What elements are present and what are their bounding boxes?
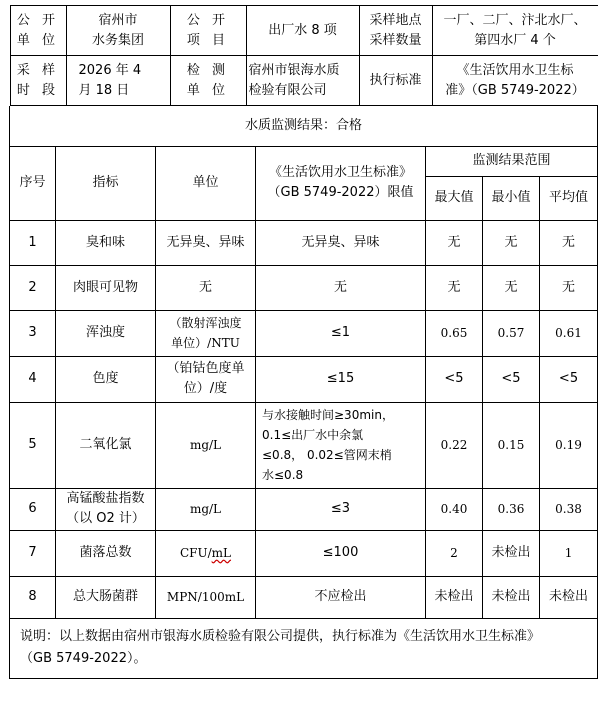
table-row: [10, 530, 598, 576]
row-min: 无: [483, 265, 540, 310]
standard-label: 执行标准: [359, 56, 432, 106]
col-header-avg: 平均值: [540, 176, 598, 220]
row-max: 0.65: [426, 310, 483, 356]
row-unit: （散射浑浊度 单位）/NTU: [156, 310, 256, 356]
row-avg: 无: [540, 265, 598, 310]
row-avg: 未检出: [540, 576, 598, 618]
col-header-no: 序号: [10, 146, 56, 220]
row-min: 未检出: [483, 530, 540, 576]
row-no: 8: [10, 576, 56, 618]
testing-org-label: 检 测 单 位: [170, 56, 246, 106]
public-unit-value: 宿州市 水务集团: [66, 6, 170, 56]
row-unit: MPN/100mL: [156, 576, 256, 618]
table-row: [10, 220, 598, 265]
row-indicator: 色度: [56, 356, 156, 402]
row-unit: [156, 530, 256, 576]
row-avg: 1: [540, 530, 598, 576]
row-unit: mg/L: [156, 488, 256, 530]
col-header-min: 最小值: [483, 176, 540, 220]
row-indicator: 二氧化氯: [56, 402, 156, 488]
result-line: 水质监测结果：合格: [10, 106, 598, 146]
row-unit: （铂钴色度单 位）/度: [156, 356, 256, 402]
row-avg: <5: [540, 356, 598, 402]
row-max: 2: [426, 530, 483, 576]
public-project-value: 出厂水 8 项: [246, 6, 359, 56]
sampling-time-label: 采 样 时 段: [10, 56, 66, 106]
table-row: [10, 576, 598, 618]
public-unit-label: 公 开 单 位: [10, 6, 66, 56]
row-min: 0.57: [483, 310, 540, 356]
row-max: 0.40: [426, 488, 483, 530]
row-indicator: 臭和味: [56, 220, 156, 265]
row-unit: mg/L: [156, 402, 256, 488]
row-avg: 无: [540, 220, 598, 265]
row-no: 7: [10, 530, 56, 576]
row-avg: 0.61: [540, 310, 598, 356]
row-limit: 与水接触时间≥30min， 0.1≤出厂水中余氯 ≤0.8， 0.02≤管网末梢 水≤0.8: [256, 402, 426, 488]
table-row: [10, 488, 598, 530]
header-table-1: [10, 5, 598, 106]
row-limit: 不应检出: [256, 576, 426, 618]
row-no: 3: [10, 310, 56, 356]
row-limit: ≤3: [256, 488, 426, 530]
row-indicator: 菌落总数: [56, 530, 156, 576]
note-row: [10, 618, 598, 678]
row-limit: 无: [256, 265, 426, 310]
sampling-time-value: 2026 年 4 月 18 日: [66, 56, 170, 106]
public-project-label: 公 开 项 目: [170, 6, 246, 56]
col-header-max: 最大值: [426, 176, 483, 220]
table-row: [10, 310, 598, 356]
row-no: 1: [10, 220, 56, 265]
row-max: <5: [426, 356, 483, 402]
row-avg: 0.19: [540, 402, 598, 488]
col-header-limit: 《生活饮用水卫生标准》 （GB 5749-2022）限值: [256, 146, 426, 220]
header-row-1: [10, 5, 598, 106]
table-row: [10, 356, 598, 402]
col-header-unit: 单位: [156, 146, 256, 220]
col-header-range: 监测结果范围: [426, 146, 598, 176]
water-quality-report: [9, 5, 598, 679]
unit-suffix: mL: [211, 546, 232, 560]
row-max: 0.22: [426, 402, 483, 488]
row-no: 6: [10, 488, 56, 530]
row-unit: 无: [156, 265, 256, 310]
col-header-indicator: 指标: [56, 146, 156, 220]
table-row: [10, 265, 598, 310]
sampling-location-value: 一厂、二厂、汴北水厂、 第四水厂 4 个: [432, 6, 598, 56]
row-indicator: 浑浊度: [56, 310, 156, 356]
row-unit: 无异臭、异味: [156, 220, 256, 265]
row-max: 未检出: [426, 576, 483, 618]
row-limit: ≤100: [256, 530, 426, 576]
row-max: 无: [426, 220, 483, 265]
row-min: 未检出: [483, 576, 540, 618]
row-limit: ≤1: [256, 310, 426, 356]
footnote: 说明：以上数据由宿州市银海水质检验有限公司提供，执行标准为《生活饮用水卫生标准》 （GB 5749-2022）。: [10, 618, 598, 678]
row-limit: ≤15: [256, 356, 426, 402]
row-limit: 无异臭、异味: [256, 220, 426, 265]
row-no: 5: [10, 402, 56, 488]
row-no: 4: [10, 356, 56, 402]
row-indicator: 总大肠菌群: [56, 576, 156, 618]
unit-prefix: CFU/: [179, 546, 212, 560]
row-min: 0.36: [483, 488, 540, 530]
row-max: 无: [426, 265, 483, 310]
row-min: 0.15: [483, 402, 540, 488]
column-header-row-1: [10, 146, 598, 176]
table-row: [10, 402, 598, 488]
report-table: [9, 5, 598, 679]
standard-value: 《生活饮用水卫生标 准》（GB 5749-2022）: [432, 56, 598, 106]
row-indicator: 高锰酸盐指数 （以 O2 计）: [56, 488, 156, 530]
sampling-location-label: 采样地点 采样数量: [359, 6, 432, 56]
row-min: 无: [483, 220, 540, 265]
row-no: 2: [10, 265, 56, 310]
testing-org-value: 宿州市银海水质 检验有限公司: [246, 56, 359, 106]
row-indicator: 肉眼可见物: [56, 265, 156, 310]
row-min: <5: [483, 356, 540, 402]
row-avg: 0.38: [540, 488, 598, 530]
